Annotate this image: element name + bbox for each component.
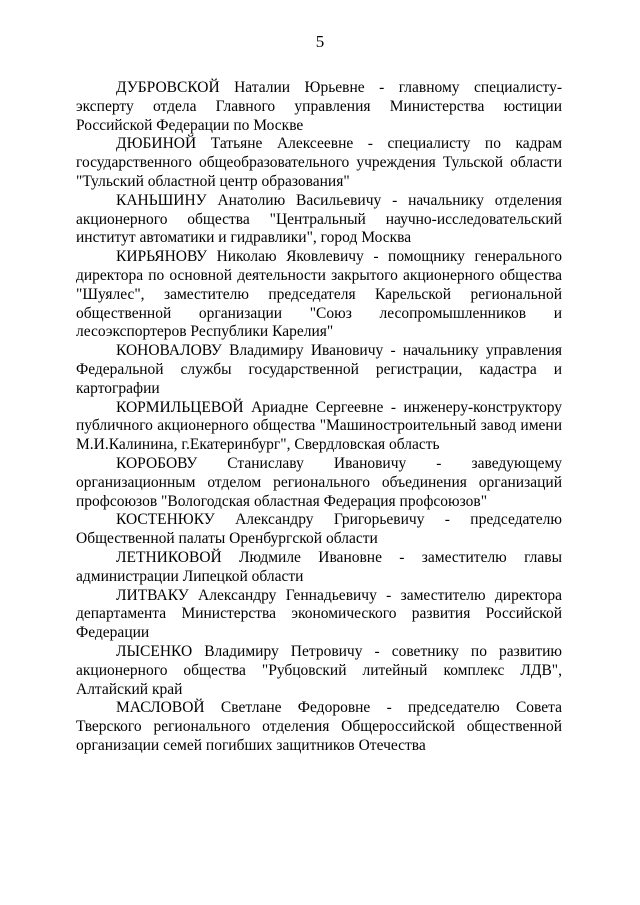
entry-surname: КОРМИЛЬЦЕВОЙ bbox=[116, 398, 244, 416]
entry-text: Николаю Яковлевичу - помощнику генерального директора по основной деятельности закрытого акционерного общества "Шуялес", заместителю председателя Карельской региональной общественной организации "Союз лесопромышленников и лесоэкспортеров Республики Карелия" bbox=[76, 248, 563, 341]
entry-surname: КОСТЕНЮКУ bbox=[116, 511, 215, 529]
list-item bbox=[76, 135, 562, 191]
entry-surname: ДУБРОВСКОЙ bbox=[116, 79, 220, 96]
entry-surname: КОРОБОВУ bbox=[116, 454, 198, 472]
page-number: 5 bbox=[315, 32, 325, 51]
list-item bbox=[76, 699, 562, 755]
entry-surname: ДЮБИНОЙ bbox=[116, 135, 197, 153]
entry-text: Анатолию Васильевичу - начальнику отделения акционерного общества "Центральный научно-исследовательский институт автоматики и гидравлики", город Москва bbox=[76, 191, 563, 247]
list-item bbox=[76, 587, 562, 643]
entry-text: Светлане Федоровне - председателю Совета Тверского регионального отделения Общероссийской общественной организации семей погибших защитников Отечества bbox=[76, 699, 563, 754]
list-item bbox=[76, 455, 562, 511]
list-item bbox=[76, 511, 562, 549]
entry-surname: ЛИТВАКУ bbox=[116, 586, 189, 604]
entry-text: Владимиру Петровичу - советнику по развитию акционерного общества "Рубцовский литейный комплекс ЛДВ", Алтайский край bbox=[76, 642, 562, 698]
list-item bbox=[76, 79, 562, 135]
entry-surname: КАНЬШИНУ bbox=[116, 191, 207, 209]
entry-text: Александру Геннадьевичу - заместителю директора департамента Министерства экономического развития Российской Федерации bbox=[76, 586, 563, 642]
award-list bbox=[76, 79, 562, 756]
entry-text: Наталии Юрьевне - главному специалисту-эксперту отдела Главного управления Министерства юстиции Российской Федерации по Москве bbox=[76, 79, 563, 134]
list-item bbox=[76, 399, 562, 455]
entry-surname: КОНОВАЛОВУ bbox=[116, 342, 222, 360]
entry-surname: ЛЕТНИКОВОЙ bbox=[116, 548, 222, 566]
list-item bbox=[76, 549, 562, 587]
entry-text: Станиславу Ивановичу - заведующему организационным отделом регионального объединения организаций профсоюзов "Вологодская областная Федерация профсоюзов" bbox=[76, 454, 563, 510]
list-item bbox=[76, 192, 562, 248]
entry-surname: МАСЛОВОЙ bbox=[116, 699, 205, 717]
entry-text: Владимиру Ивановичу - начальнику управления Федеральной службы государственной регистрации, кадастра и картографии bbox=[76, 342, 563, 397]
entry-text: Александру Григорьевичу - председателю Общественной палаты Оренбургской области bbox=[76, 511, 562, 548]
entry-surname: ЛЫСЕНКО bbox=[116, 642, 193, 660]
entry-text: Людмиле Ивановне - заместителю главы администрации Липецкой области bbox=[76, 548, 562, 585]
entry-text: Татьяне Алексеевне - специалисту по кадрам государственного общеобразовательного учреждения Тульской области "Тульский областной центр образования" bbox=[76, 135, 563, 190]
list-item bbox=[76, 342, 562, 398]
list-item bbox=[76, 643, 562, 699]
list-item bbox=[76, 248, 562, 342]
entry-text: Ариадне Сергеевне - инженеру-конструктору публичного акционерного общества "Машиностроительный завод имени М.И.Калинина, г.Екатеринбург", Свердловская область bbox=[76, 398, 562, 454]
entry-surname: КИРЬЯНОВУ bbox=[116, 248, 208, 266]
